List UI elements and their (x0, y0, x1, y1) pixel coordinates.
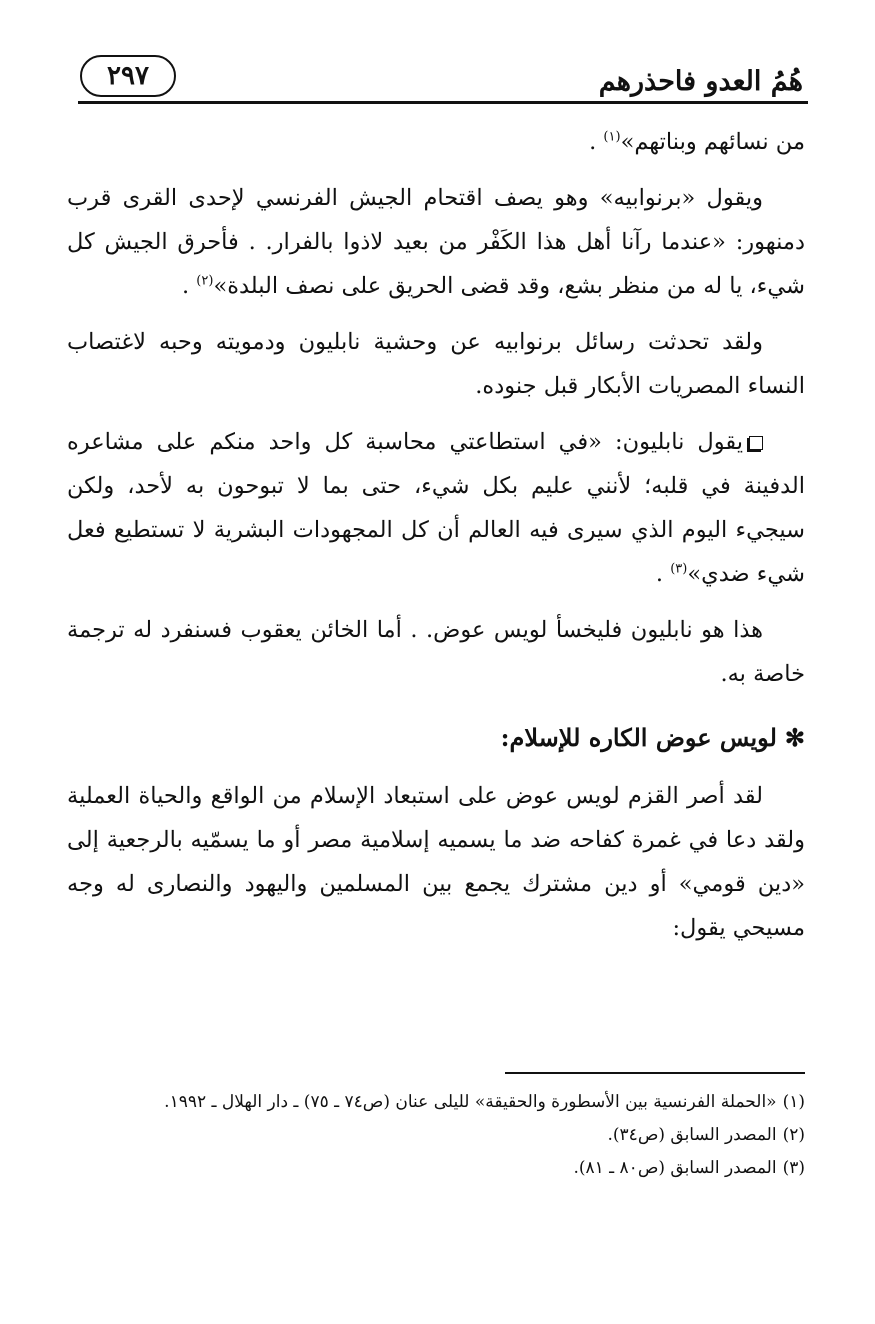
paragraph-4 (67, 420, 805, 596)
footnote-text: المصدر السابق (ص٣٤). (607, 1125, 777, 1145)
paragraph-1 (67, 120, 805, 164)
footnote-number: (١) (782, 1092, 805, 1112)
paragraph-6: لقد أصر القزم لويس عوض على استبعاد الإسلام من الواقع والحياة العملية ولقد دعا في غمرة كفاحه ضد ما يسميه إسلامية مصر أو ما يسمّيه بالرجعية إلى «دين قومي» أو دين مشترك يجمع بين المسلمين واليهود والنصارى له وجه مسيحي يقول: (67, 783, 805, 941)
page-number: ٢٩٧ (80, 55, 176, 97)
section-heading-text: لويس عوض الكاره للإسلام: (500, 723, 777, 752)
footnote-1 (67, 1086, 805, 1119)
header-rule (78, 101, 808, 104)
footnote-text: «الحملة الفرنسية بين الأسطورة والحقيقة» لليلى عنان (ص٧٤ ـ ٧٥) ـ دار الهلال ـ ١٩٩٢. (164, 1092, 777, 1112)
paragraph-3: ولقد تحدثت رسائل برنوابيه عن وحشية نابليون ودمويته وحبه لاغتصاب النساء المصريات الأبكار قبل جنوده. (67, 329, 805, 399)
footnote-2 (67, 1119, 805, 1152)
footnote-rule (505, 1072, 805, 1074)
paragraph-2-end: . (181, 273, 197, 299)
footnote-number: (٢) (782, 1125, 805, 1145)
paragraph-4-text: يقول نابليون: «في استطاعتي محاسبة كل واحد منكم على مشاعره الدفينة في قلبه؛ لأنني عليم بكل شيء، حتى بما لا تبوحون به لأحد، ولكن سيجيء اليوم الذي سيرى فيه العالم أن كل المجهودات البشرية لا تستطيع فعل شيء ضدي» (67, 429, 805, 587)
footnotes (67, 1086, 805, 1185)
paragraph-4-end: . (655, 561, 671, 587)
section-heading (67, 716, 805, 760)
footnote-3 (67, 1152, 805, 1185)
body-text (67, 120, 805, 962)
running-title: هُمُ العدو فاحذرهم (598, 66, 803, 97)
footnote-ref-2: (٢) (196, 273, 214, 289)
paragraph-2-text: ويقول «برنوابيه» وهو يصف اقتحام الجيش الفرنسي لإحدى القرى قرب دمنهور: «عندما رآنا أهل هذا الكَفْر من بعيد لاذوا بالفرار. . فأحرق الجيش كل شيء، يا له من منظر بشع، وقد قضى الحريق على نصف البلدة» (67, 185, 805, 299)
footnote-ref-1: (١) (603, 129, 621, 145)
paragraph-2 (67, 176, 805, 308)
paragraph-1-text: من نسائهم وبناتهم» (620, 129, 805, 155)
asterisk-icon: ✻ (784, 723, 805, 752)
footnote-text: المصدر السابق (ص٨٠ ـ ٨١). (573, 1158, 777, 1178)
footnote-number: (٣) (782, 1158, 805, 1178)
paragraph-5: هذا هو نابليون فليخسأ لويس عوض. . أما الخائن يعقوب فسنفرد له ترجمة خاصة به. (67, 617, 805, 687)
paragraph-1-end: . (589, 129, 604, 155)
footnote-ref-3: (٣) (670, 561, 688, 577)
checkbox-icon (749, 436, 763, 450)
